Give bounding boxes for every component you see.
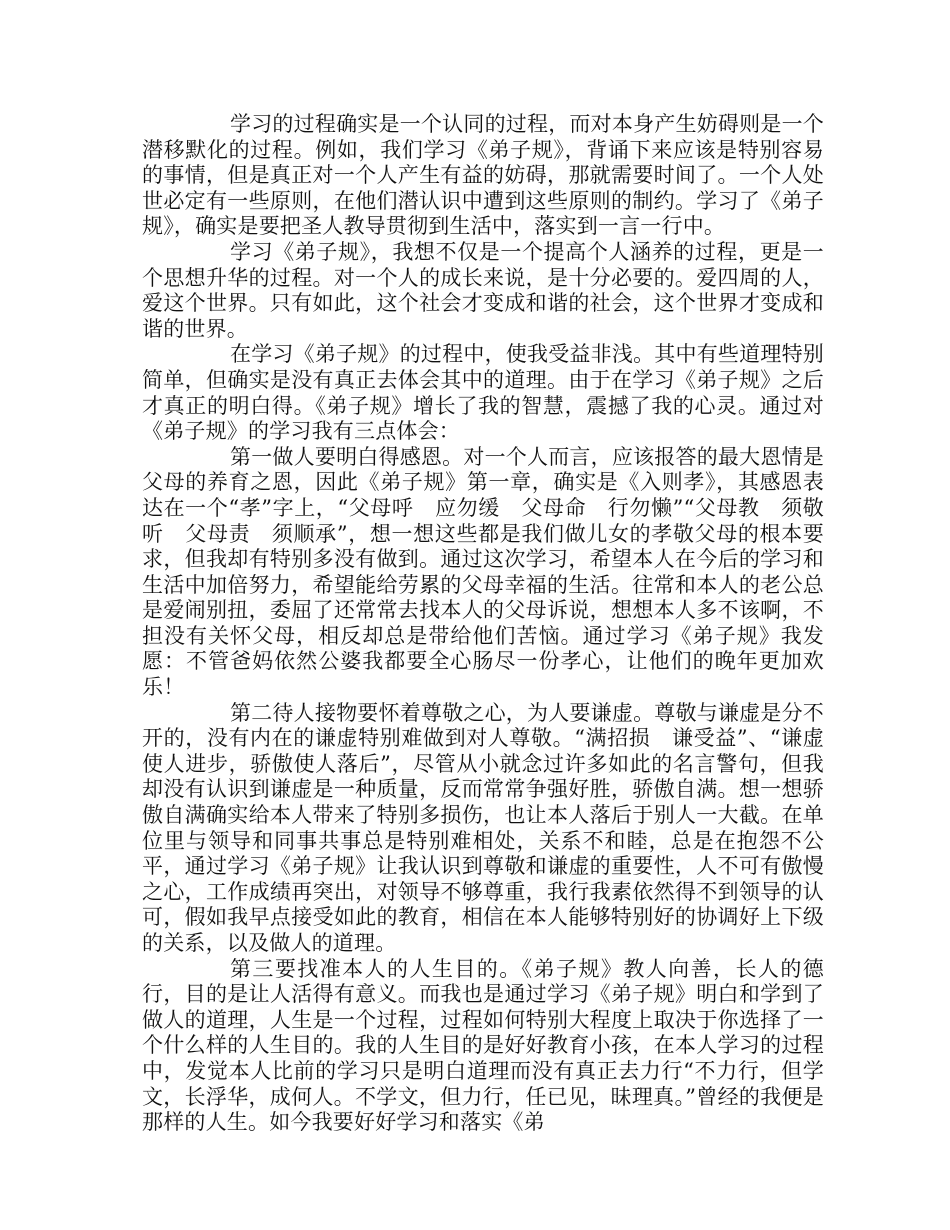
paragraph-5: 第二待人接物要怀着尊敬之心，为人要谦虚。尊敬与谦虚是分不开的，没有内在的谦虚特别难做到对人尊敬。“满招损 谦受益”、“谦虚使人进步，骄傲使人落后”，尽管从小就念过许多如此的名言警句，但我却没有认识到谦虚是一种质量，反而常常争强好胜，骄傲自满。想一想骄傲自满确实给本人带来了特别多损伤，也让本人落后于别人一大截。在单位里与领导和同事共事总是特别难相处，关系不和睦，总是在抱怨不公平，通过学习《弟子规》让我认识到尊敬和谦虚的重要性，人不可有傲慢之心，工作成绩再突出，对领导不够尊重，我行我素依然得不到领导的认可，假如我早点接受如此的教育，相信在本人能够特别好的协调好上下级的关系，以及做人的道理。	[142, 700, 824, 955]
paragraph-2: 学习《弟子规》，我想不仅是一个提高个人涵养的过程，更是一个思想升华的过程。对一个人的成长来说，是十分必要的。爱四周的人，爱这个世界。只有如此，这个社会才变成和谐的社会，这个世界才变成和谐的世界。	[142, 239, 824, 341]
paragraph-4: 第一做人要明白得感恩。对一个人而言，应该报答的最大恩情是父母的养育之恩，因此《弟子规》第一章，确实是《入则孝》，其感恩表达在一个“孝”字上，“父母呼 应勿缓 父母命 行勿懒”“父母教 须敬听 父母责 须顺承”，想一想这些都是我们做儿女的孝敬父母的根本要求，但我却有特别多没有做到。通过这次学习，希望本人在今后的学习和生活中加倍努力，希望能给劳累的父母幸福的生活。往常和本人的老公总是爱闹别扭，委屈了还常常去找本人的父母诉说，想想本人多不该啊，不担没有关怀父母，相反却总是带给他们苦恼。通过学习《弟子规》我发愿：不管爸妈依然公婆我都要全心肠尽一份孝心，让他们的晚年更加欢乐！	[142, 444, 824, 700]
paragraph-6: 第三要找准本人的人生目的。《弟子规》教人向善，长人的德行，目的是让人活得有意义。而我也是通过学习《弟子规》明白和学到了做人的道理，人生是一个过程，过程如何特别大程度上取决于你选择了一个什么样的人生目的。我的人生目的是好好教育小孩，在本人学习的过程中，发觉本人比前的学习只是明白道理而没有真正去力行“不力行，但学文，长浮华，成何人。不学文，但力行，任已见，昧理真。”曾经的我便是那样的人生。如今我要好好学习和落实《弟	[142, 956, 824, 1135]
paragraph-1: 学习的过程确实是一个认同的过程，而对本身产生妨碍则是一个潜移默化的过程。例如，我们学习《弟子规》，背诵下来应该是特别容易的事情，但是真正对一个人产生有益的妨碍，那就需要时间了。一个人处世必定有一些原则，在他们潜认识中遭到这些原则的制约。学习了《弟子规》，确实是要把圣人教导贯彻到生活中，落实到一言一行中。	[142, 112, 824, 239]
paragraph-3: 在学习《弟子规》的过程中，使我受益非浅。其中有些道理特别简单，但确实是没有真正去体会其中的道理。由于在学习《弟子规》之后才真正的明白得。《弟子规》增长了我的智慧，震撼了我的心灵。通过对《弟子规》的学习我有三点体会：	[142, 342, 824, 444]
document-body	[142, 112, 824, 1136]
